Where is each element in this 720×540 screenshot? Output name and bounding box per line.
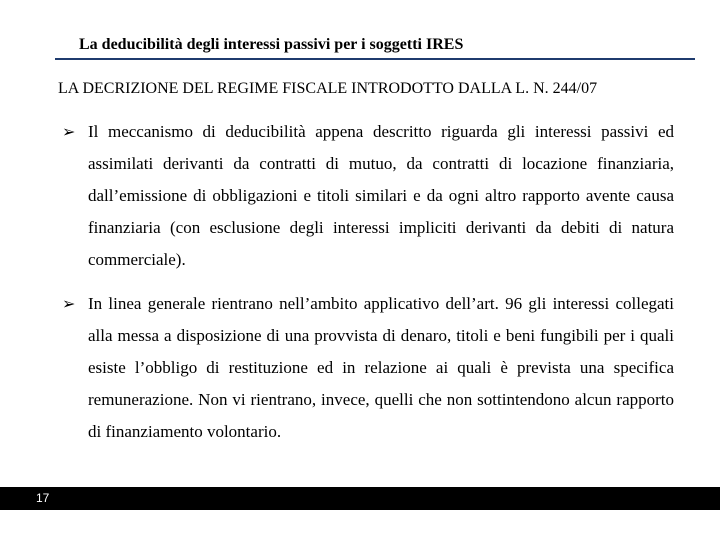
bullet-item <box>62 116 674 276</box>
page-number: 17 <box>36 491 50 505</box>
section-subtitle: LA DECRIZIONE DEL REGIME FISCALE INTRODOTTO DALLA L. N. 244/07 <box>58 80 598 97</box>
slide-title: La deducibilità degli interessi passivi per i soggetti IRES <box>79 36 464 53</box>
arrow-right-icon: ➢ <box>62 122 76 141</box>
arrow-right-icon: ➢ <box>62 294 76 313</box>
footer-bar <box>0 487 720 510</box>
title-divider <box>55 58 695 60</box>
bullet-item <box>62 288 674 448</box>
bullet-list <box>62 116 674 460</box>
bullet-text: Il meccanismo di deducibilità appena descritto riguarda gli interessi passivi ed assimilati derivanti da contratti di mutuo, da contratti di locazione finanziaria, dall’emissione di obbligazioni e titoli similari e da ogni altro rapporto avente causa finanziaria (con esclusione degli interessi impliciti derivanti da debiti di natura commerciale). <box>88 122 674 269</box>
bullet-text: In linea generale rientrano nell’ambito applicativo dell’art. 96 gli interessi collegati alla messa a disposizione di una provvista di denaro, titoli e beni fungibili per i quali esiste l’obbligo di restituzione ed in relazione ai quali è prevista una specifica remunerazione. Non vi rientrano, invece, quelli che non sottintendono alcun rapporto di finanziamento volontario. <box>88 294 674 441</box>
